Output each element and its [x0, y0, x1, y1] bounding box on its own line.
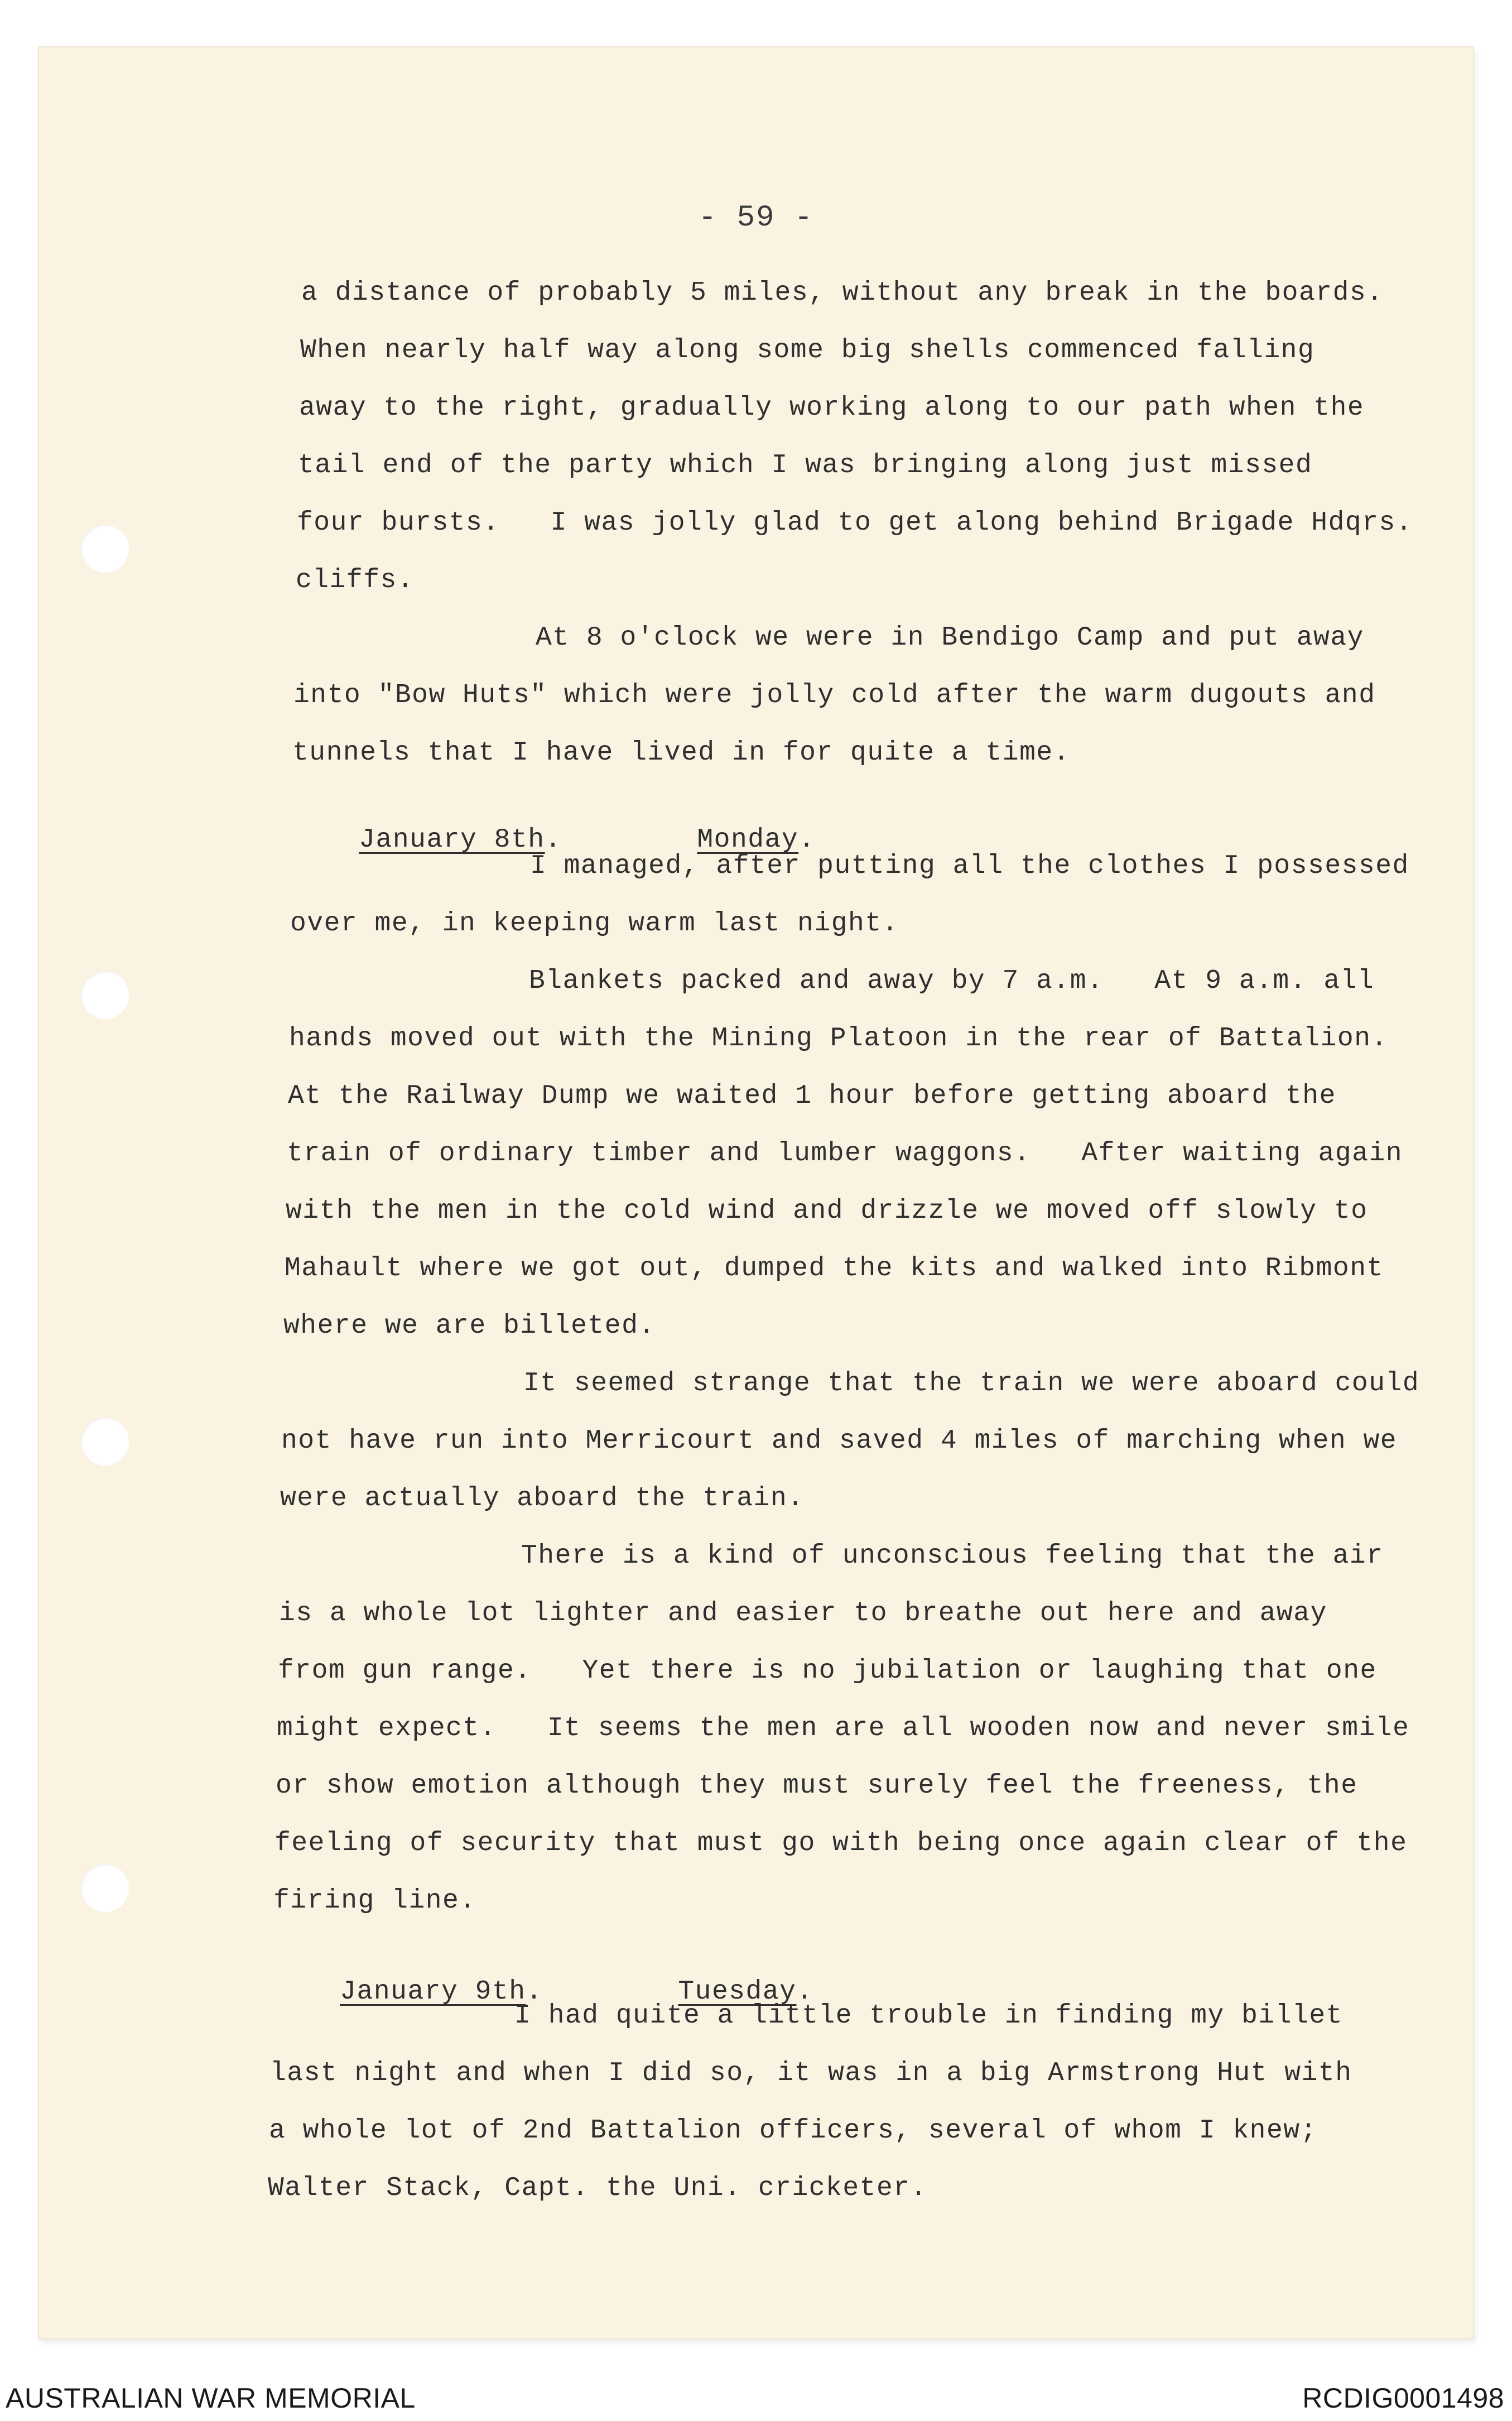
text-line: four bursts. I was jolly glad to get along behind Brigade Hdqrs. [297, 508, 1413, 538]
entry-date: January 8th [359, 825, 545, 855]
punch-hole [81, 1418, 129, 1466]
punch-hole [81, 525, 129, 573]
text-line: It seemed strange that the train we were aboard could [523, 1368, 1420, 1399]
text-line: not have run into Merricourt and saved 4 miles of marching when we [281, 1426, 1398, 1456]
text-line: where we are billeted. [283, 1311, 656, 1341]
text-line: with the men in the cold wind and drizzle we moved off slowly to [286, 1196, 1368, 1226]
punch-hole [81, 1864, 129, 1912]
entry-date-heading: January 8th. Monday. [359, 825, 816, 855]
footer-institution: AUSTRALIAN WAR MEMORIAL [6, 2382, 416, 2414]
text-line: hands moved out with the Mining Platoon in the rear of Battalion. [289, 1024, 1388, 1054]
text-line: I had quite a little trouble in finding my billet [514, 2001, 1343, 2031]
text-line: firing line. [273, 1886, 476, 1916]
text-line: were actually aboard the train. [280, 1483, 805, 1514]
text-line: train of ordinary timber and lumber waggons. After waiting again [287, 1139, 1403, 1169]
text-line: into "Bow Huts" which were jolly cold after the warm dugouts and [293, 680, 1376, 710]
text-line: a whole lot of 2nd Battalion officers, several of whom I knew; [269, 2116, 1317, 2146]
text-line: tail end of the party which I was bringing along just missed [298, 450, 1313, 481]
text-line: I managed, after putting all the clothes I possessed [530, 851, 1409, 881]
text-line: Mahault where we got out, dumped the kits and walked into Ribmont [285, 1253, 1384, 1284]
text-line: from gun range. Yet there is no jubilation or laughing that one [278, 1656, 1377, 1686]
entry-date: January 9th [340, 1977, 526, 2007]
text-line: cliffs. [296, 565, 415, 595]
footer-reference-id: RCDIG0001498 [1302, 2382, 1504, 2414]
text-line: might expect. It seems the men are all wooden now and never smile [277, 1713, 1410, 1743]
text-line: last night and when I did so, it was in a big Armstrong Hut with [270, 2058, 1352, 2088]
text-line: feeling of security that must go with being once again clear of the [275, 1828, 1408, 1858]
entry-weekday: Tuesday [678, 1977, 797, 2007]
text-line: tunnels that I have lived in for quite a time. [292, 738, 1071, 768]
entry-date-heading: January 9th. Tuesday. [340, 1977, 813, 2007]
text-line: There is a kind of unconscious feeling that the air [521, 1541, 1384, 1571]
text-line: Walter Stack, Capt. the Uni. cricketer. [268, 2173, 927, 2203]
text-line: When nearly half way along some big shells commenced falling [300, 335, 1315, 366]
entry-weekday: Monday [697, 825, 799, 855]
text-line: away to the right, gradually working along to our path when the [299, 393, 1365, 423]
text-line: At 8 o'clock we were in Bendigo Camp and put away [536, 623, 1364, 653]
page-number: - 59 - [698, 201, 814, 235]
document-page [39, 47, 1473, 2338]
text-line: is a whole lot lighter and easier to breathe out here and away [279, 1598, 1327, 1629]
punch-hole [81, 971, 129, 1019]
text-line: Blankets packed and away by 7 a.m. At 9 a.m. all [529, 966, 1375, 996]
text-line: At the Railway Dump we waited 1 hour before getting aboard the [288, 1081, 1336, 1111]
text-line: a distance of probably 5 miles, without any break in the boards. [301, 278, 1384, 308]
text-line: or show emotion although they must surely feel the freeness, the [276, 1771, 1358, 1801]
text-line: over me, in keeping warm last night. [290, 909, 899, 939]
